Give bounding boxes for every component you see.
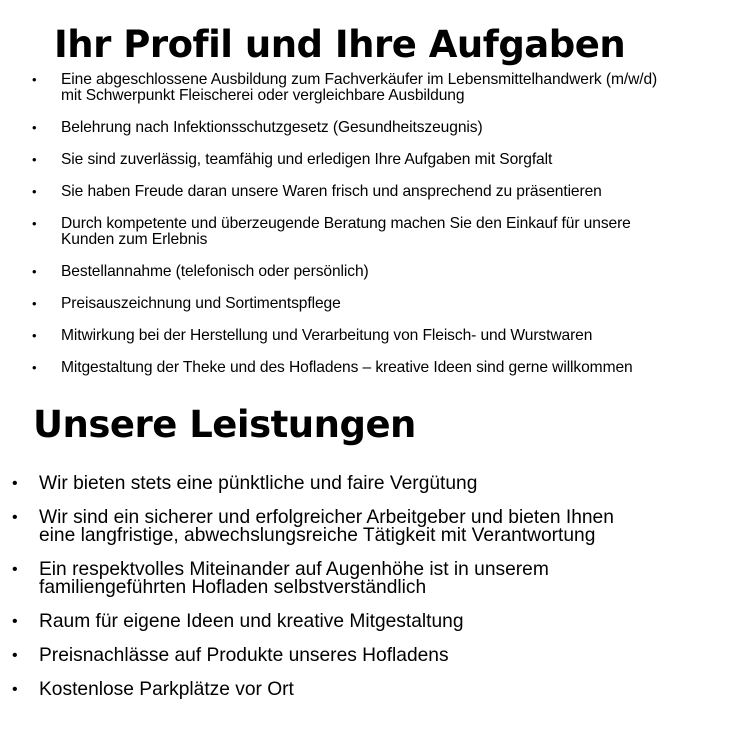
list-item-text: Ein respektvolles Miteinander auf Augenhöhe ist in unserem: [39, 559, 549, 580]
bullet-icon: •: [12, 509, 18, 526]
list-item-text-continued: Kunden zum Erlebnis: [61, 231, 208, 248]
list-item-text: Bestellannahme (telefonisch oder persönlich): [61, 263, 369, 280]
list-item-text-continued: eine langfristige, abwechslungsreiche Tätigkeit mit Verantwortung: [39, 525, 596, 546]
bullet-icon: •: [32, 360, 37, 375]
list-item: [0, 296, 747, 312]
bullet-icon: •: [32, 184, 37, 199]
list-item-text: Preisnachlässe auf Produkte unseres Hofladens: [39, 645, 449, 666]
list-item: [0, 72, 747, 104]
list-item: [0, 152, 747, 168]
list-item: [0, 184, 747, 200]
list-item: [0, 561, 747, 597]
bullet-icon: •: [32, 152, 37, 167]
bullet-icon: •: [32, 264, 37, 279]
bullet-icon: •: [12, 681, 18, 698]
profile-heading: Ihr Profil und Ihre Aufgaben: [54, 23, 626, 66]
list-item-text-continued: mit Schwerpunkt Fleischerei oder vergleichbare Ausbildung: [61, 87, 465, 104]
list-item-text: Raum für eigene Ideen und kreative Mitgestaltung: [39, 611, 464, 632]
bullet-icon: •: [32, 328, 37, 343]
list-item-text: Sie sind zuverlässig, teamfähig und erledigen Ihre Aufgaben mit Sorgfalt: [61, 151, 553, 168]
benefits-list: [0, 475, 747, 715]
list-item-text: Sie haben Freude daran unsere Waren frisch und ansprechend zu präsentieren: [61, 183, 602, 200]
bullet-icon: •: [12, 613, 18, 630]
profile-task-list: [0, 72, 747, 392]
bullet-icon: •: [12, 475, 18, 492]
bullet-icon: •: [32, 216, 37, 231]
list-item: [0, 120, 747, 136]
list-item: [0, 216, 747, 248]
list-item: [0, 475, 747, 493]
list-item: [0, 509, 747, 545]
bullet-icon: •: [32, 296, 37, 311]
list-item-text: Durch kompetente und überzeugende Beratung machen Sie den Einkauf für unsere: [61, 215, 631, 232]
list-item-text: Wir bieten stets eine pünktliche und faire Vergütung: [39, 473, 478, 494]
list-item-text: Wir sind ein sicherer und erfolgreicher Arbeitgeber und bieten Ihnen: [39, 507, 614, 528]
list-item-text: Kostenlose Parkplätze vor Ort: [39, 679, 294, 700]
list-item-text: Eine abgeschlossene Ausbildung zum Fachverkäufer im Lebensmittelhandwerk (m/w/d): [61, 71, 658, 88]
list-item: [0, 328, 747, 344]
benefits-heading: Unsere Leistungen: [33, 403, 416, 446]
list-item: [0, 681, 747, 699]
list-item: [0, 613, 747, 631]
list-item-text: Mitgestaltung der Theke und des Hofladens – kreative Ideen sind gerne willkommen: [61, 359, 633, 376]
list-item: [0, 264, 747, 280]
list-item-text-continued: familiengeführten Hofladen selbstverständlich: [39, 577, 427, 598]
bullet-icon: •: [12, 561, 18, 578]
bullet-icon: •: [32, 72, 37, 87]
bullet-icon: •: [12, 647, 18, 664]
list-item: [0, 360, 747, 376]
list-item: [0, 647, 747, 665]
list-item-text: Mitwirkung bei der Herstellung und Verarbeitung von Fleisch- und Wurstwaren: [61, 327, 593, 344]
bullet-icon: •: [32, 120, 37, 135]
list-item-text: Preisauszeichnung und Sortimentspflege: [61, 295, 341, 312]
list-item-text: Belehrung nach Infektionsschutzgesetz (Gesundheitszeugnis): [61, 119, 483, 136]
